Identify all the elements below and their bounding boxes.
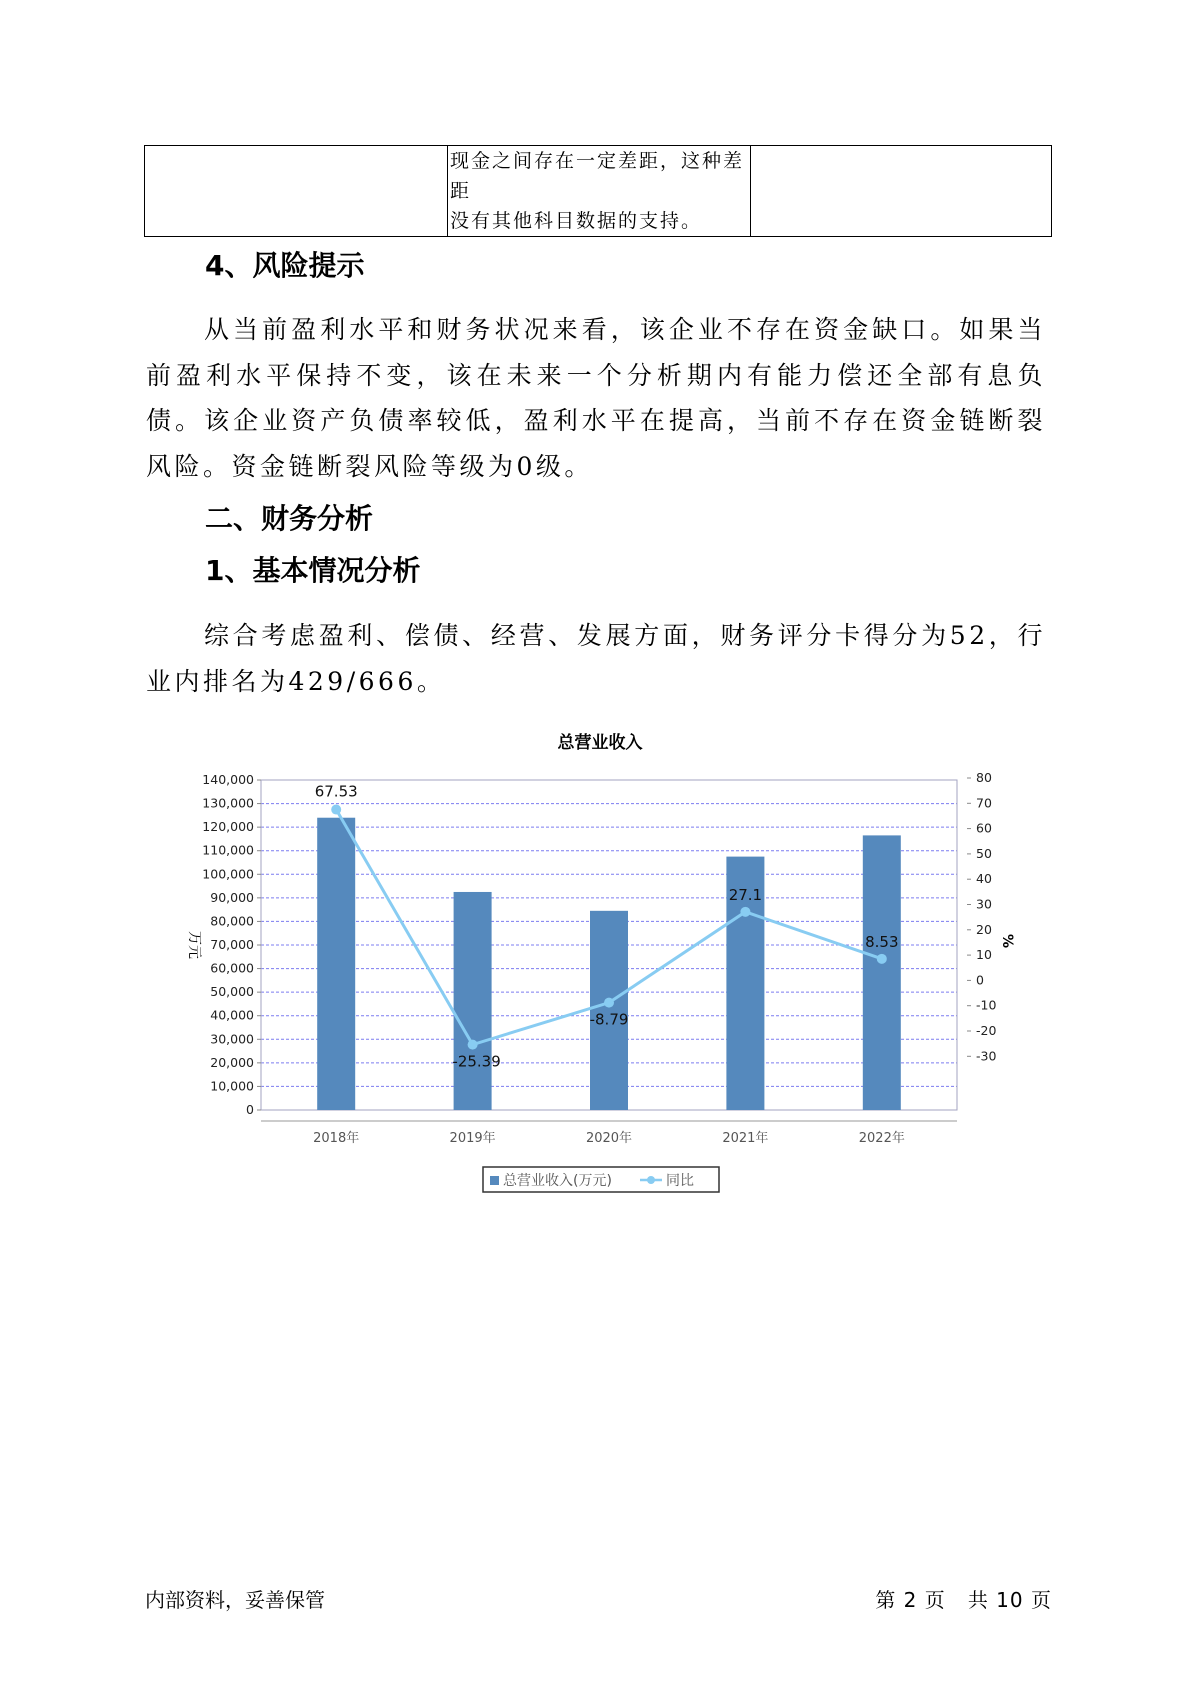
y-tick-label: 100,000 [202, 866, 254, 882]
y2-tick-label: 30 [976, 896, 992, 912]
line-point [331, 805, 341, 815]
data-label: -8.79 [589, 1010, 629, 1029]
y-axis-right [957, 770, 996, 1110]
table-fragment [144, 145, 1052, 237]
footer-confidential: 内部资料，妥善保管 [145, 1588, 325, 1612]
data-label: -25.39 [452, 1052, 501, 1071]
y-tick-label: 140,000 [202, 772, 254, 787]
line-point [468, 1040, 478, 1050]
y2-axis-label: % [999, 933, 1015, 949]
table-cell-right [751, 146, 1052, 237]
y2-tick-label: 50 [976, 845, 992, 861]
y-axis-label: 万元 [186, 931, 202, 959]
y-tick-label: 120,000 [202, 819, 254, 835]
legend-line-label: 同比 [666, 1173, 694, 1189]
table-cell-line-1: 现金之间存在一定差距，这种差距 [450, 150, 745, 202]
data-label: 27.1 [728, 885, 763, 904]
y2-tick-label: 20 [976, 921, 992, 937]
x-axis [261, 1121, 957, 1146]
table-cell-middle [448, 146, 751, 237]
y2-tick-label: -30 [976, 1048, 997, 1064]
chart-legend [483, 1167, 719, 1192]
risk-heading: 4、风险提示 [205, 249, 365, 282]
y2-tick-label: 0 [976, 972, 984, 988]
y2-tick-label: -10 [976, 997, 997, 1013]
y-tick-label: 10,000 [210, 1078, 254, 1094]
y-tick-label: 70,000 [210, 937, 254, 952]
chart-title: 总营业收入 [557, 733, 643, 753]
finance-heading: 二、财务分析 [205, 502, 374, 535]
x-tick-label: 2018年 [313, 1131, 360, 1146]
table-cell-left [145, 146, 448, 237]
y-tick-label: 30,000 [210, 1031, 254, 1047]
legend-bar-label: 总营业收入(万元) [503, 1173, 612, 1189]
bar-series [317, 818, 901, 1110]
x-tick-label: 2022年 [858, 1131, 905, 1146]
x-tick-label: 2020年 [585, 1131, 633, 1146]
table-cell-line-2: 没有其他科目数据的支持。 [450, 210, 703, 232]
basic-analysis-heading: 1、基本情况分析 [205, 554, 421, 587]
x-tick-label: 2021年 [722, 1131, 769, 1146]
y-tick-label: 20,000 [210, 1054, 254, 1070]
data-label: 8.53 [865, 932, 899, 951]
y-tick-label: 60,000 [210, 960, 254, 976]
y-tick-label: 50,000 [210, 984, 254, 1000]
y-tick-label: 0 [246, 1102, 254, 1117]
y-axis-left [202, 772, 261, 1117]
y-tick-label: 130,000 [202, 795, 254, 811]
y-tick-label: 80,000 [210, 913, 254, 929]
y-tick-label: 40,000 [210, 1007, 254, 1023]
footer-page-number: 第 2 页 共 10 页 [875, 1588, 1052, 1612]
y2-tick-label: 80 [976, 770, 992, 785]
y2-tick-label: 70 [976, 795, 992, 811]
revenue-chart [170, 725, 1020, 1195]
bar [454, 892, 492, 1110]
line-point [877, 954, 887, 964]
legend-line-marker [647, 1176, 655, 1184]
y-tick-label: 110,000 [202, 842, 254, 858]
y2-tick-label: 10 [976, 947, 992, 963]
line-point [604, 998, 614, 1008]
legend-bar-swatch [490, 1176, 499, 1185]
data-label: 67.53 [314, 782, 358, 801]
y2-tick-label: -20 [976, 1023, 997, 1038]
bar [317, 818, 355, 1110]
basic-analysis-paragraph: 综合考虑盈利、偿债、经营、发展方面，财务评分卡得分为52，行业内排名为429/666。 [146, 621, 1046, 696]
bar [863, 835, 901, 1110]
y2-tick-label: 40 [976, 871, 992, 887]
y2-tick-label: 60 [976, 820, 992, 836]
table-row [145, 146, 1052, 237]
line-point [740, 907, 750, 917]
risk-paragraph: 从当前盈利水平和财务状况来看，该企业不存在资金缺口。如果当前盈利水平保持不变，该在未来一个分析期内有能力偿还全部有息负债。该企业资产负债率较低，盈利水平在提高，当前不存在资金链断裂风险。资金链断裂风险等级为0级。 [146, 315, 1046, 481]
y-tick-label: 90,000 [210, 889, 254, 905]
x-tick-label: 2019年 [449, 1131, 496, 1146]
